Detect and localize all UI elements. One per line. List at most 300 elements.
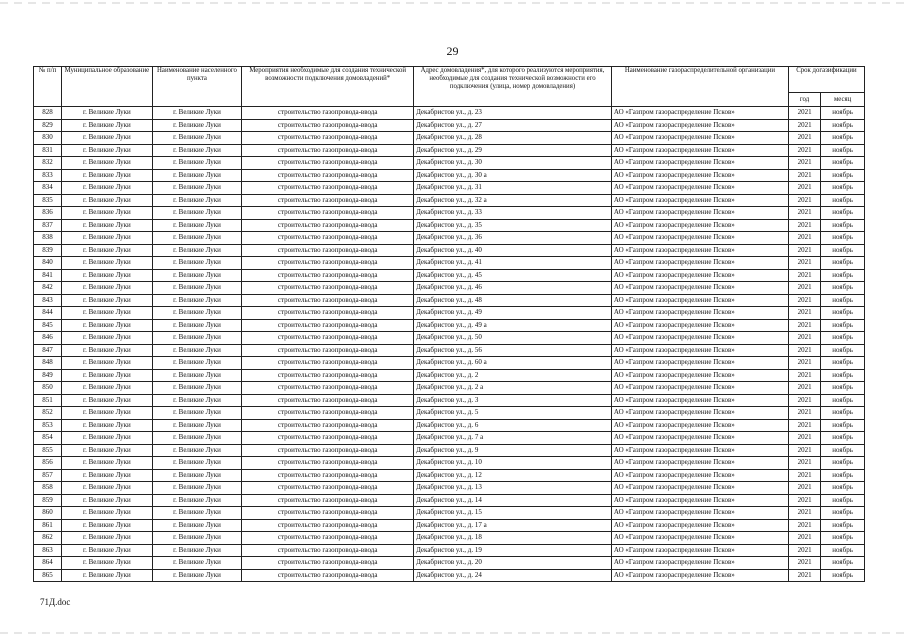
activity-cell: строительство газопровода-ввода [242,444,414,457]
organization-cell: АО «Газпром газораспределение Псков» [611,194,788,207]
organization-cell: АО «Газпром газораспределение Псков» [611,344,788,357]
month-cell: ноябрь [821,344,865,357]
year-cell: 2021 [788,507,820,520]
organization-cell: АО «Газпром газораспределение Псков» [611,532,788,545]
organization-cell: АО «Газпром газораспределение Псков» [611,494,788,507]
gasification-table [33,66,865,582]
year-cell: 2021 [788,244,820,257]
activity-cell: строительство газопровода-ввода [242,419,414,432]
activity-cell: строительство газопровода-ввода [242,519,414,532]
address-cell: Декабристов ул., д. 31 [414,182,612,195]
address-cell: Декабристов ул., д. 41 [414,257,612,270]
municipality-cell: г. Великие Луки [62,494,153,507]
table-row [34,369,865,382]
settlement-cell: г. Великие Луки [152,419,242,432]
municipality-cell: г. Великие Луки [62,369,153,382]
municipality-cell: г. Великие Луки [62,257,153,270]
organization-cell: АО «Газпром газораспределение Псков» [611,232,788,245]
activity-cell: строительство газопровода-ввода [242,407,414,420]
address-cell: Декабристов ул., д. 49 а [414,319,612,332]
table-row [34,332,865,345]
month-cell: ноябрь [821,107,865,120]
activity-cell: строительство газопровода-ввода [242,294,414,307]
year-cell: 2021 [788,157,820,170]
organization-cell: АО «Газпром газораспределение Псков» [611,469,788,482]
row-number: 847 [34,344,62,357]
settlement-cell: г. Великие Луки [152,319,242,332]
activity-cell: строительство газопровода-ввода [242,369,414,382]
row-number: 854 [34,432,62,445]
settlement-cell: г. Великие Луки [152,432,242,445]
municipality-cell: г. Великие Луки [62,394,153,407]
year-cell: 2021 [788,132,820,145]
year-cell: 2021 [788,394,820,407]
activity-cell: строительство газопровода-ввода [242,432,414,445]
address-cell: Декабристов ул., д. 7 а [414,432,612,445]
table-row [34,269,865,282]
organization-cell: АО «Газпром газораспределение Псков» [611,507,788,520]
month-cell: ноябрь [821,369,865,382]
row-number: 857 [34,469,62,482]
municipality-cell: г. Великие Луки [62,232,153,245]
address-cell: Декабристов ул., д. 2 [414,369,612,382]
municipality-cell: г. Великие Луки [62,382,153,395]
organization-cell: АО «Газпром газораспределение Псков» [611,107,788,120]
header-organization: Наименование газораспределительной организации [611,67,788,107]
year-cell: 2021 [788,194,820,207]
address-cell: Декабристов ул., д. 12 [414,469,612,482]
settlement-cell: г. Великие Луки [152,457,242,470]
settlement-cell: г. Великие Луки [152,482,242,495]
organization-cell: АО «Газпром газораспределение Псков» [611,407,788,420]
year-cell: 2021 [788,257,820,270]
settlement-cell: г. Великие Луки [152,244,242,257]
address-cell: Декабристов ул., д. 35 [414,219,612,232]
address-cell: Декабристов ул., д. 36 [414,232,612,245]
table-body [34,107,865,582]
address-cell: Декабристов ул., д. 27 [414,119,612,132]
activity-cell: строительство газопровода-ввода [242,319,414,332]
month-cell: ноябрь [821,307,865,320]
address-cell: Декабристов ул., д. 5 [414,407,612,420]
activity-cell: строительство газопровода-ввода [242,344,414,357]
settlement-cell: г. Великие Луки [152,269,242,282]
municipality-cell: г. Великие Луки [62,469,153,482]
year-cell: 2021 [788,569,820,582]
activity-cell: строительство газопровода-ввода [242,182,414,195]
organization-cell: АО «Газпром газораспределение Псков» [611,482,788,495]
address-cell: Декабристов ул., д. 23 [414,107,612,120]
municipality-cell: г. Великие Луки [62,419,153,432]
row-number: 844 [34,307,62,320]
activity-cell: строительство газопровода-ввода [242,469,414,482]
municipality-cell: г. Великие Луки [62,182,153,195]
activity-cell: строительство газопровода-ввода [242,382,414,395]
table-row [34,244,865,257]
year-cell: 2021 [788,144,820,157]
month-cell: ноябрь [821,532,865,545]
address-cell: Декабристов ул., д. 46 [414,282,612,295]
row-number: 855 [34,444,62,457]
year-cell: 2021 [788,232,820,245]
municipality-cell: г. Великие Луки [62,569,153,582]
settlement-cell: г. Великие Луки [152,557,242,570]
address-cell: Декабристов ул., д. 48 [414,294,612,307]
month-cell: ноябрь [821,169,865,182]
municipality-cell: г. Великие Луки [62,144,153,157]
address-cell: Декабристов ул., д. 17 а [414,519,612,532]
address-cell: Декабристов ул., д. 29 [414,144,612,157]
row-number: 861 [34,519,62,532]
address-cell: Декабристов ул., д. 3 [414,394,612,407]
month-cell: ноябрь [821,144,865,157]
settlement-cell: г. Великие Луки [152,532,242,545]
organization-cell: АО «Газпром газораспределение Псков» [611,144,788,157]
activity-cell: строительство газопровода-ввода [242,557,414,570]
address-cell: Декабристов ул., д. 30 [414,157,612,170]
settlement-cell: г. Великие Луки [152,282,242,295]
activity-cell: строительство газопровода-ввода [242,157,414,170]
row-number: 832 [34,157,62,170]
table-row [34,207,865,220]
organization-cell: АО «Газпром газораспределение Псков» [611,419,788,432]
organization-cell: АО «Газпром газораспределение Псков» [611,169,788,182]
organization-cell: АО «Газпром газораспределение Псков» [611,294,788,307]
settlement-cell: г. Великие Луки [152,132,242,145]
row-number: 837 [34,219,62,232]
table-row [34,544,865,557]
year-cell: 2021 [788,544,820,557]
address-cell: Декабристов ул., д. 33 [414,207,612,220]
municipality-cell: г. Великие Луки [62,357,153,370]
activity-cell: строительство газопровода-ввода [242,232,414,245]
month-cell: ноябрь [821,244,865,257]
month-cell: ноябрь [821,282,865,295]
address-cell: Декабристов ул., д. 28 [414,132,612,145]
table-row [34,344,865,357]
activity-cell: строительство газопровода-ввода [242,394,414,407]
year-cell: 2021 [788,532,820,545]
row-number: 830 [34,132,62,145]
municipality-cell: г. Великие Луки [62,294,153,307]
year-cell: 2021 [788,344,820,357]
activity-cell: строительство газопровода-ввода [242,544,414,557]
row-number: 846 [34,332,62,345]
row-number: 829 [34,119,62,132]
settlement-cell: г. Великие Луки [152,382,242,395]
municipality-cell: г. Великие Луки [62,319,153,332]
activity-cell: строительство газопровода-ввода [242,257,414,270]
table-row [34,394,865,407]
activity-cell: строительство газопровода-ввода [242,119,414,132]
month-cell: ноябрь [821,269,865,282]
row-number: 843 [34,294,62,307]
organization-cell: АО «Газпром газораспределение Псков» [611,432,788,445]
month-cell: ноябрь [821,232,865,245]
row-number: 841 [34,269,62,282]
municipality-cell: г. Великие Луки [62,407,153,420]
activity-cell: строительство газопровода-ввода [242,144,414,157]
month-cell: ноябрь [821,444,865,457]
municipality-cell: г. Великие Луки [62,532,153,545]
year-cell: 2021 [788,444,820,457]
organization-cell: АО «Газпром газораспределение Псков» [611,269,788,282]
year-cell: 2021 [788,307,820,320]
header-address: Адрес домовладения*, для которого реализуются мероприятия, необходимые для создания технической возможности его подключения (улица, номер домовладения) [414,67,612,107]
header-deadline: Срок догазификации [788,67,864,93]
row-number: 840 [34,257,62,270]
year-cell: 2021 [788,419,820,432]
municipality-cell: г. Великие Луки [62,444,153,457]
month-cell: ноябрь [821,319,865,332]
row-number: 850 [34,382,62,395]
address-cell: Декабристов ул., д. 18 [414,532,612,545]
header-year: год [788,93,820,107]
activity-cell: строительство газопровода-ввода [242,194,414,207]
organization-cell: АО «Газпром газораспределение Псков» [611,357,788,370]
organization-cell: АО «Газпром газораспределение Псков» [611,257,788,270]
row-number: 862 [34,532,62,545]
municipality-cell: г. Великие Луки [62,119,153,132]
organization-cell: АО «Газпром газораспределение Псков» [611,382,788,395]
row-number: 863 [34,544,62,557]
table-row [34,257,865,270]
year-cell: 2021 [788,107,820,120]
month-cell: ноябрь [821,482,865,495]
table-row [34,307,865,320]
address-cell: Декабристов ул., д. 2 а [414,382,612,395]
municipality-cell: г. Великие Луки [62,169,153,182]
month-cell: ноябрь [821,432,865,445]
organization-cell: АО «Газпром газораспределение Псков» [611,157,788,170]
organization-cell: АО «Газпром газораспределение Псков» [611,332,788,345]
month-cell: ноябрь [821,569,865,582]
municipality-cell: г. Великие Луки [62,207,153,220]
activity-cell: строительство газопровода-ввода [242,569,414,582]
table-row [34,494,865,507]
activity-cell: строительство газопровода-ввода [242,107,414,120]
municipality-cell: г. Великие Луки [62,307,153,320]
table-row [34,294,865,307]
settlement-cell: г. Великие Луки [152,544,242,557]
row-number: 839 [34,244,62,257]
table-row [34,407,865,420]
row-number: 831 [34,144,62,157]
address-cell: Декабристов ул., д. 49 [414,307,612,320]
month-cell: ноябрь [821,469,865,482]
settlement-cell: г. Великие Луки [152,394,242,407]
organization-cell: АО «Газпром газораспределение Псков» [611,132,788,145]
activity-cell: строительство газопровода-ввода [242,357,414,370]
address-cell: Декабристов ул., д. 15 [414,507,612,520]
year-cell: 2021 [788,182,820,195]
address-cell: Декабристов ул., д. 13 [414,482,612,495]
activity-cell: строительство газопровода-ввода [242,132,414,145]
year-cell: 2021 [788,319,820,332]
municipality-cell: г. Великие Луки [62,482,153,495]
year-cell: 2021 [788,482,820,495]
year-cell: 2021 [788,557,820,570]
table-row [34,507,865,520]
municipality-cell: г. Великие Луки [62,194,153,207]
activity-cell: строительство газопровода-ввода [242,332,414,345]
municipality-cell: г. Великие Луки [62,107,153,120]
settlement-cell: г. Великие Луки [152,207,242,220]
address-cell: Декабристов ул., д. 56 [414,344,612,357]
settlement-cell: г. Великие Луки [152,569,242,582]
address-cell: Декабристов ул., д. 20 [414,557,612,570]
settlement-cell: г. Великие Луки [152,494,242,507]
organization-cell: АО «Газпром газораспределение Псков» [611,119,788,132]
activity-cell: строительство газопровода-ввода [242,482,414,495]
municipality-cell: г. Великие Луки [62,544,153,557]
address-cell: Декабристов ул., д. 19 [414,544,612,557]
header-municipality: Муниципальное образование [62,67,153,107]
year-cell: 2021 [788,407,820,420]
settlement-cell: г. Великие Луки [152,194,242,207]
header-num: № п/п [34,67,62,107]
municipality-cell: г. Великие Луки [62,519,153,532]
address-cell: Декабристов ул., д. 24 [414,569,612,582]
organization-cell: АО «Газпром газораспределение Псков» [611,282,788,295]
settlement-cell: г. Великие Луки [152,169,242,182]
municipality-cell: г. Великие Луки [62,332,153,345]
year-cell: 2021 [788,357,820,370]
table-row [34,319,865,332]
table-row [34,182,865,195]
table-row [34,532,865,545]
table-row [34,232,865,245]
month-cell: ноябрь [821,382,865,395]
settlement-cell: г. Великие Луки [152,507,242,520]
table-row [34,557,865,570]
activity-cell: строительство газопровода-ввода [242,169,414,182]
organization-cell: АО «Газпром газораспределение Псков» [611,519,788,532]
organization-cell: АО «Газпром газораспределение Псков» [611,307,788,320]
month-cell: ноябрь [821,219,865,232]
organization-cell: АО «Газпром газораспределение Псков» [611,557,788,570]
address-cell: Декабристов ул., д. 30 а [414,169,612,182]
address-cell: Декабристов ул., д. 10 [414,457,612,470]
municipality-cell: г. Великие Луки [62,344,153,357]
row-number: 845 [34,319,62,332]
address-cell: Декабристов ул., д. 6 [414,419,612,432]
table-row [34,219,865,232]
activity-cell: строительство газопровода-ввода [242,244,414,257]
organization-cell: АО «Газпром газораспределение Псков» [611,569,788,582]
table-row [34,357,865,370]
activity-cell: строительство газопровода-ввода [242,532,414,545]
address-cell: Декабристов ул., д. 45 [414,269,612,282]
settlement-cell: г. Великие Луки [152,307,242,320]
settlement-cell: г. Великие Луки [152,469,242,482]
activity-cell: строительство газопровода-ввода [242,457,414,470]
organization-cell: АО «Газпром газораспределение Псков» [611,319,788,332]
row-number: 852 [34,407,62,420]
activity-cell: строительство газопровода-ввода [242,219,414,232]
year-cell: 2021 [788,432,820,445]
month-cell: ноябрь [821,207,865,220]
activity-cell: строительство газопровода-ввода [242,307,414,320]
table-row [34,569,865,582]
year-cell: 2021 [788,207,820,220]
month-cell: ноябрь [821,332,865,345]
settlement-cell: г. Великие Луки [152,182,242,195]
settlement-cell: г. Великие Луки [152,157,242,170]
year-cell: 2021 [788,457,820,470]
settlement-cell: г. Великие Луки [152,407,242,420]
organization-cell: АО «Газпром газораспределение Псков» [611,544,788,557]
row-number: 828 [34,107,62,120]
table-row [34,194,865,207]
row-number: 834 [34,182,62,195]
settlement-cell: г. Великие Луки [152,357,242,370]
organization-cell: АО «Газпром газораспределение Псков» [611,182,788,195]
header-month: месяц [821,93,865,107]
settlement-cell: г. Великие Луки [152,444,242,457]
organization-cell: АО «Газпром газораспределение Псков» [611,244,788,257]
row-number: 833 [34,169,62,182]
month-cell: ноябрь [821,407,865,420]
row-number: 858 [34,482,62,495]
municipality-cell: г. Великие Луки [62,557,153,570]
activity-cell: строительство газопровода-ввода [242,507,414,520]
year-cell: 2021 [788,119,820,132]
header-settlement: Наименование населенного пункта [152,67,242,107]
year-cell: 2021 [788,219,820,232]
month-cell: ноябрь [821,457,865,470]
month-cell: ноябрь [821,394,865,407]
file-name-footer: 71Д.doc [40,597,71,607]
organization-cell: АО «Газпром газораспределение Псков» [611,207,788,220]
table-row [34,157,865,170]
year-cell: 2021 [788,469,820,482]
settlement-cell: г. Великие Луки [152,344,242,357]
year-cell: 2021 [788,494,820,507]
year-cell: 2021 [788,169,820,182]
address-cell: Декабристов ул., д. 32 а [414,194,612,207]
month-cell: ноябрь [821,419,865,432]
municipality-cell: г. Великие Луки [62,132,153,145]
scan-edge-top [0,2,905,4]
year-cell: 2021 [788,294,820,307]
table-row [34,382,865,395]
year-cell: 2021 [788,332,820,345]
address-cell: Декабристов ул., д. 14 [414,494,612,507]
settlement-cell: г. Великие Луки [152,369,242,382]
organization-cell: АО «Газпром газораспределение Псков» [611,457,788,470]
table-row [34,469,865,482]
row-number: 835 [34,194,62,207]
municipality-cell: г. Великие Луки [62,219,153,232]
address-cell: Декабристов ул., д. 60 а [414,357,612,370]
month-cell: ноябрь [821,519,865,532]
month-cell: ноябрь [821,507,865,520]
activity-cell: строительство газопровода-ввода [242,269,414,282]
row-number: 860 [34,507,62,520]
month-cell: ноябрь [821,494,865,507]
settlement-cell: г. Великие Луки [152,144,242,157]
organization-cell: АО «Газпром газораспределение Псков» [611,444,788,457]
activity-cell: строительство газопровода-ввода [242,494,414,507]
table-row [34,132,865,145]
row-number: 865 [34,569,62,582]
activity-cell: строительство газопровода-ввода [242,282,414,295]
table-row [34,282,865,295]
year-cell: 2021 [788,519,820,532]
month-cell: ноябрь [821,544,865,557]
scan-edge-bottom [0,632,905,634]
